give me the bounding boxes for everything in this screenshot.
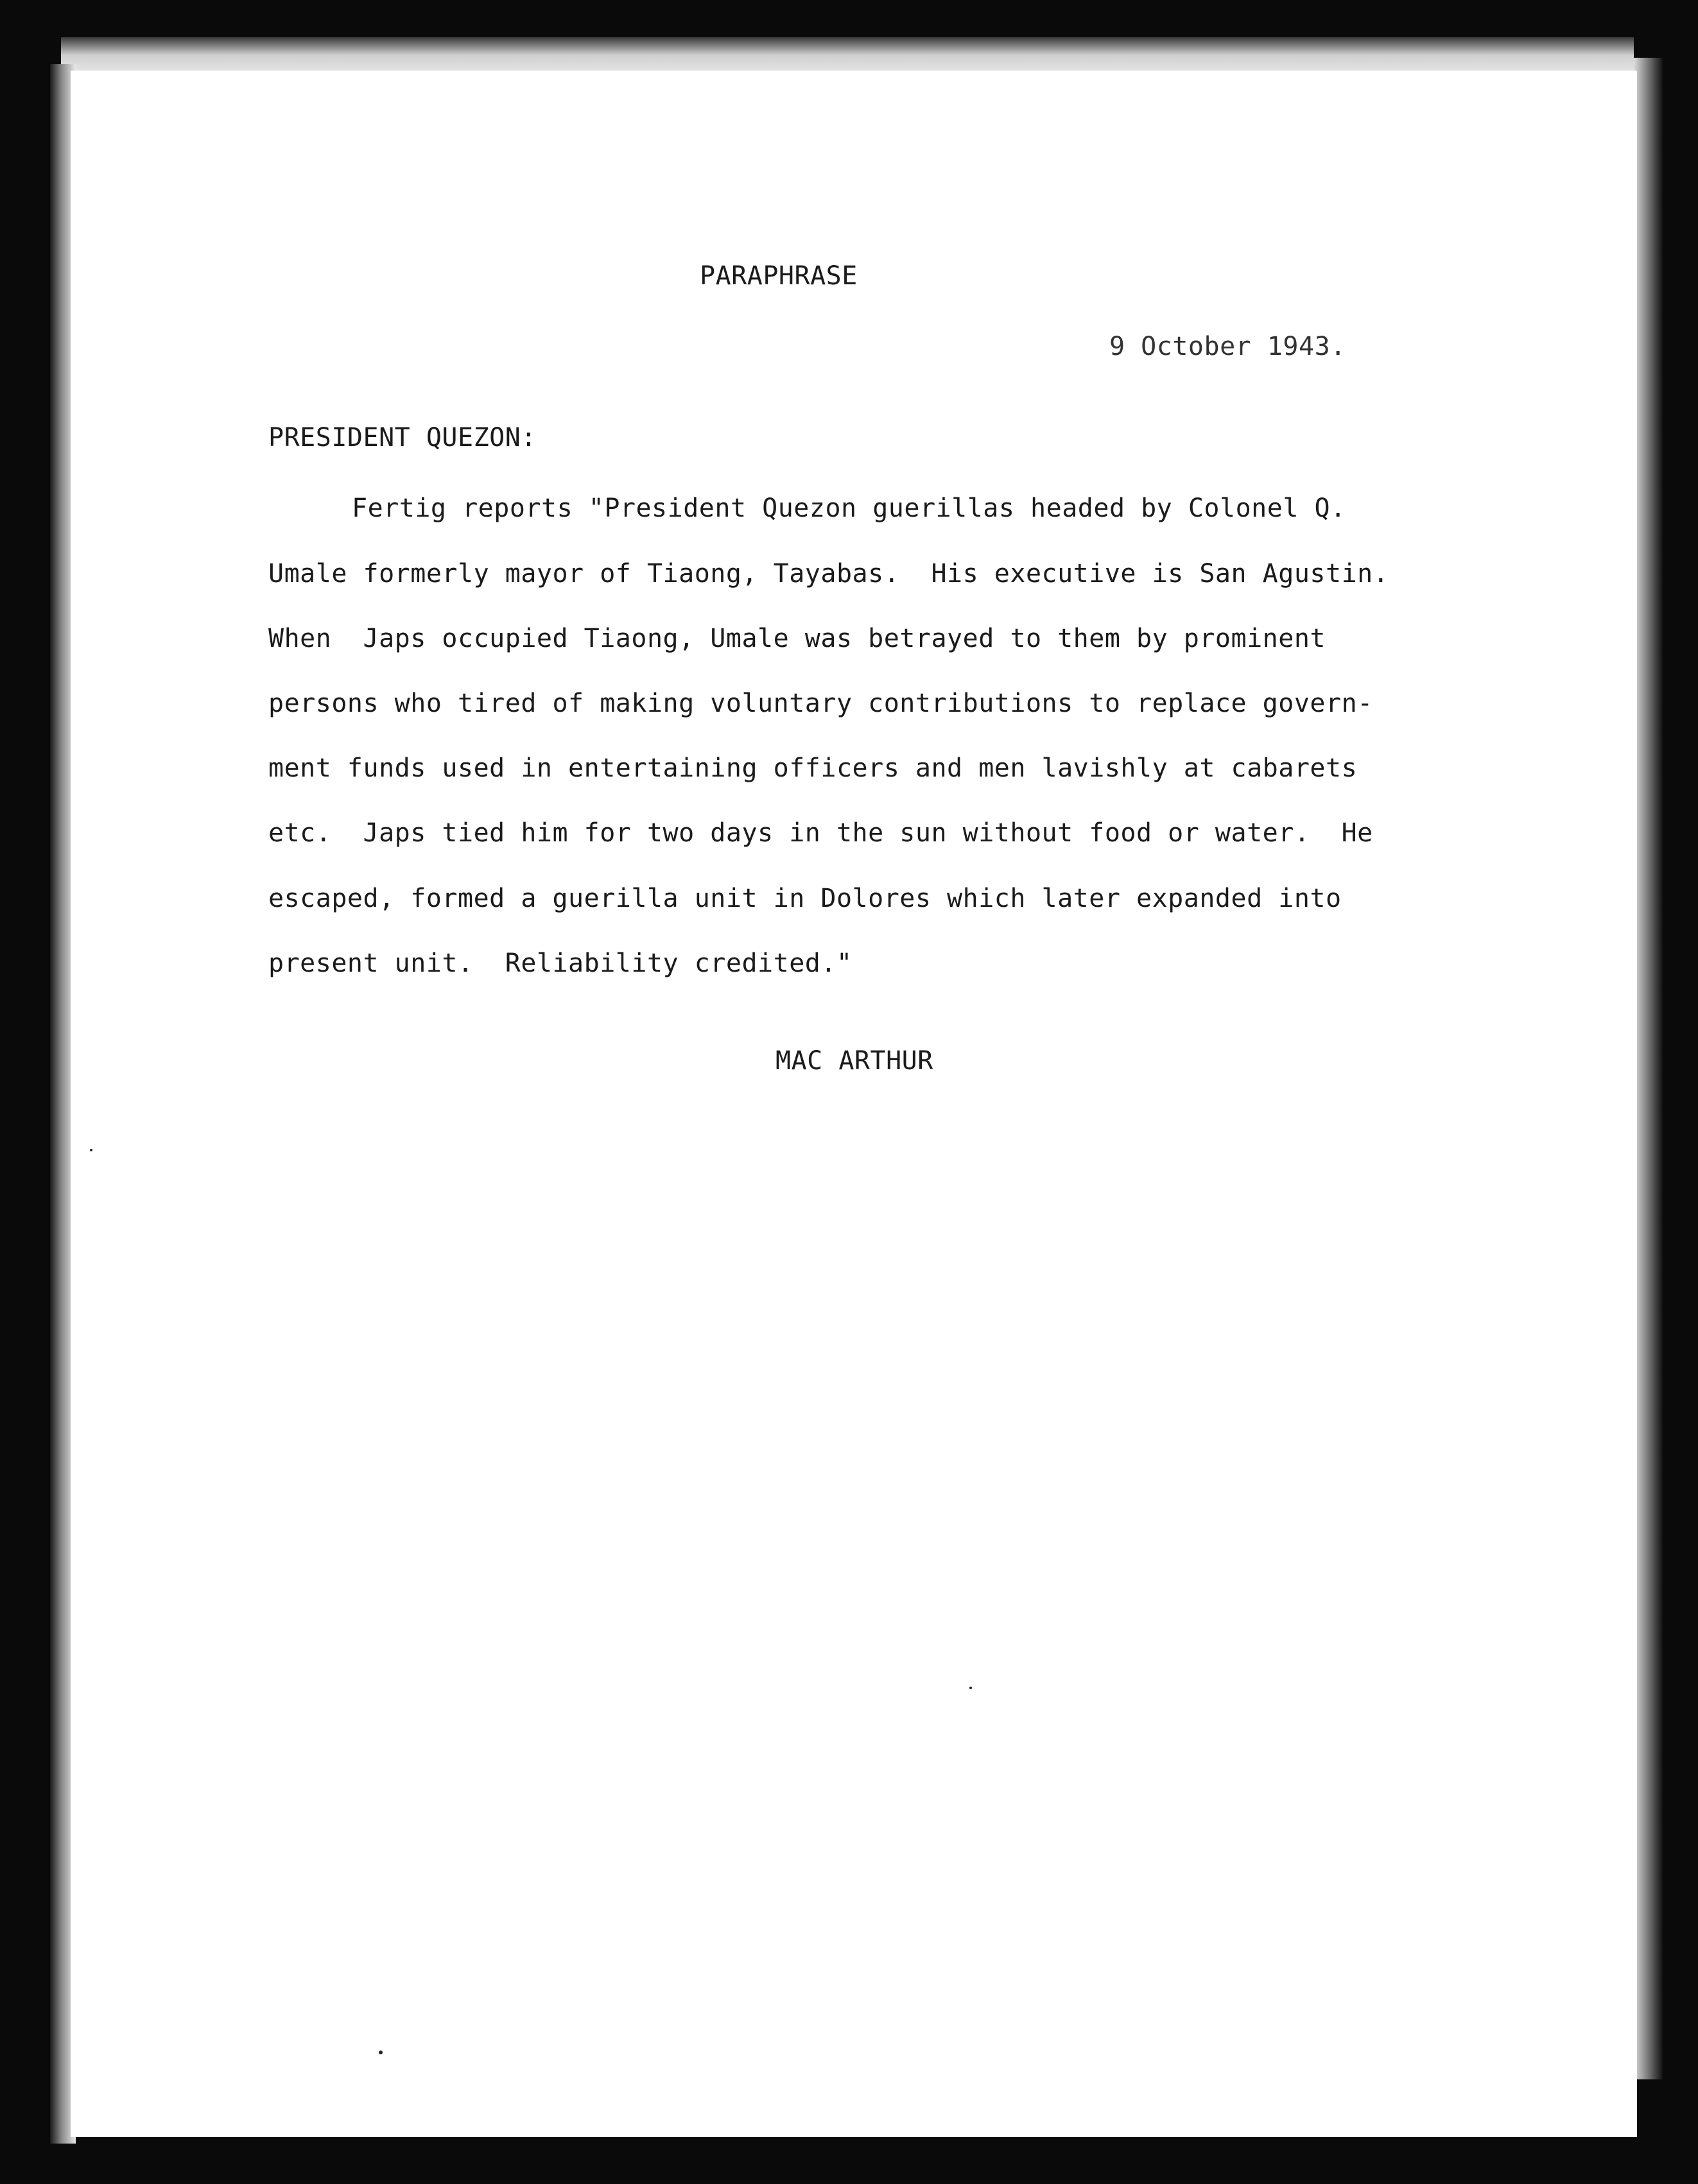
body-line: Fertig reports "President Quezon guerillas headed by Colonel Q. [352,494,1346,523]
body-line: Umale formerly mayor of Tiaong, Tayabas. His executive is San Agustin. [268,559,1389,589]
document-salutation: PRESIDENT QUEZON: [268,423,537,452]
page-edge-right [1634,58,1663,2079]
scan-speck [379,2051,383,2054]
document-heading: PARAPHRASE [700,261,858,291]
body-line: present unit. Reliability credited." [268,949,853,978]
body-line: escaped, formed a guerilla unit in Dolores which later expanded into [268,884,1342,913]
scan-speck [90,1149,92,1151]
document-sheet [71,71,1637,2137]
body-line: ment funds used in entertaining officers and men lavishly at cabarets [268,753,1358,783]
body-line: persons who tired of making voluntary contributions to replace govern- [268,689,1373,718]
scan-speck [969,1687,972,1689]
body-line: etc. Japs tied him for two days in the sun without food or water. He [268,818,1373,848]
document-signature: MAC ARTHUR [775,1046,933,1076]
document-date: 9 October 1943. [1109,332,1346,361]
body-line: When Japs occupied Tiaong, Umale was betrayed to them by prominent [268,624,1326,653]
